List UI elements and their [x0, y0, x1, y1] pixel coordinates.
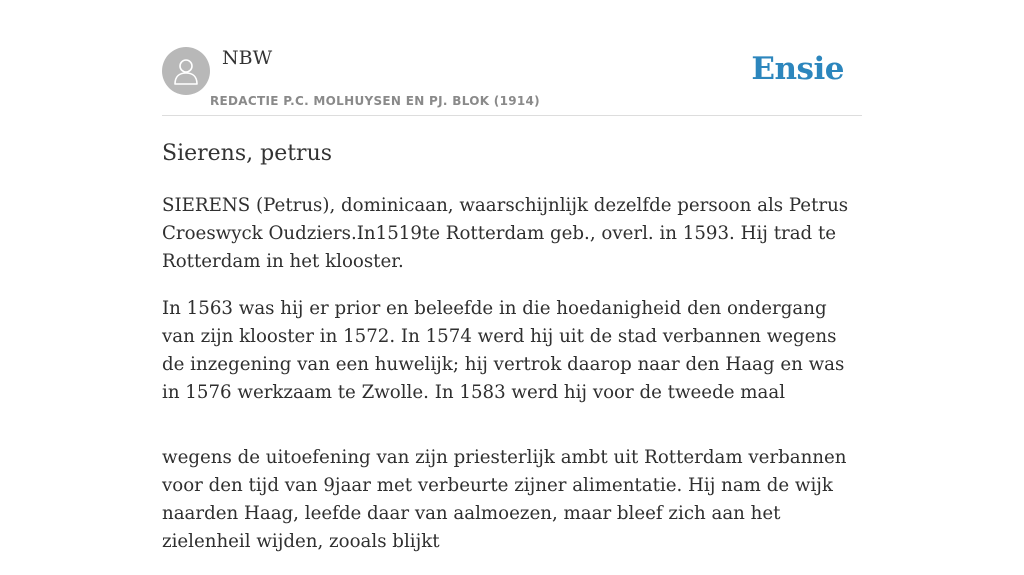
paragraph: In 1563 was hij er prior en beleefde in die hoedanigheid den ondergang van zijn klooster in 1572. In 1574 werd hij uit de stad verbannen wegens de inzegening van een huwelijk; hij vertrok daarop naar den Haag en was in 1576 werkzaam te Zwolle. In 1583 werd hij voor de tweede maal [162, 298, 845, 403]
article-body [162, 192, 862, 575]
avatar[interactable] [162, 47, 210, 95]
header [162, 0, 862, 116]
source-subtitle: REDACTIE P.C. MOLHUYSEN EN PJ. BLOK (1914) [210, 94, 540, 108]
brand-logo[interactable]: Ensie [751, 51, 844, 87]
page [162, 0, 862, 552]
author-name[interactable]: NBW [222, 47, 273, 69]
paragraph: wegens de uitoefening van zijn priesterlijk ambt uit Rotterdam verbannen voor den tijd van 9jaar met verbeurte zijner alimentatie. Hij nam de wijk naarden Haag, leefde daar van aalmoezen, maar bleef zich aan het zielenheil wijden, zooals blijkt [162, 447, 847, 552]
page-title: Sierens, petrus [162, 141, 333, 166]
user-icon [172, 56, 200, 86]
paragraph: SIERENS (Petrus), dominicaan, waarschijnlijk dezelfde persoon als Petrus Croeswyck Oudziers.In1519te Rotterdam geb., overl. in 1593. Hij trad te Rotterdam in het klooster. [162, 195, 849, 272]
